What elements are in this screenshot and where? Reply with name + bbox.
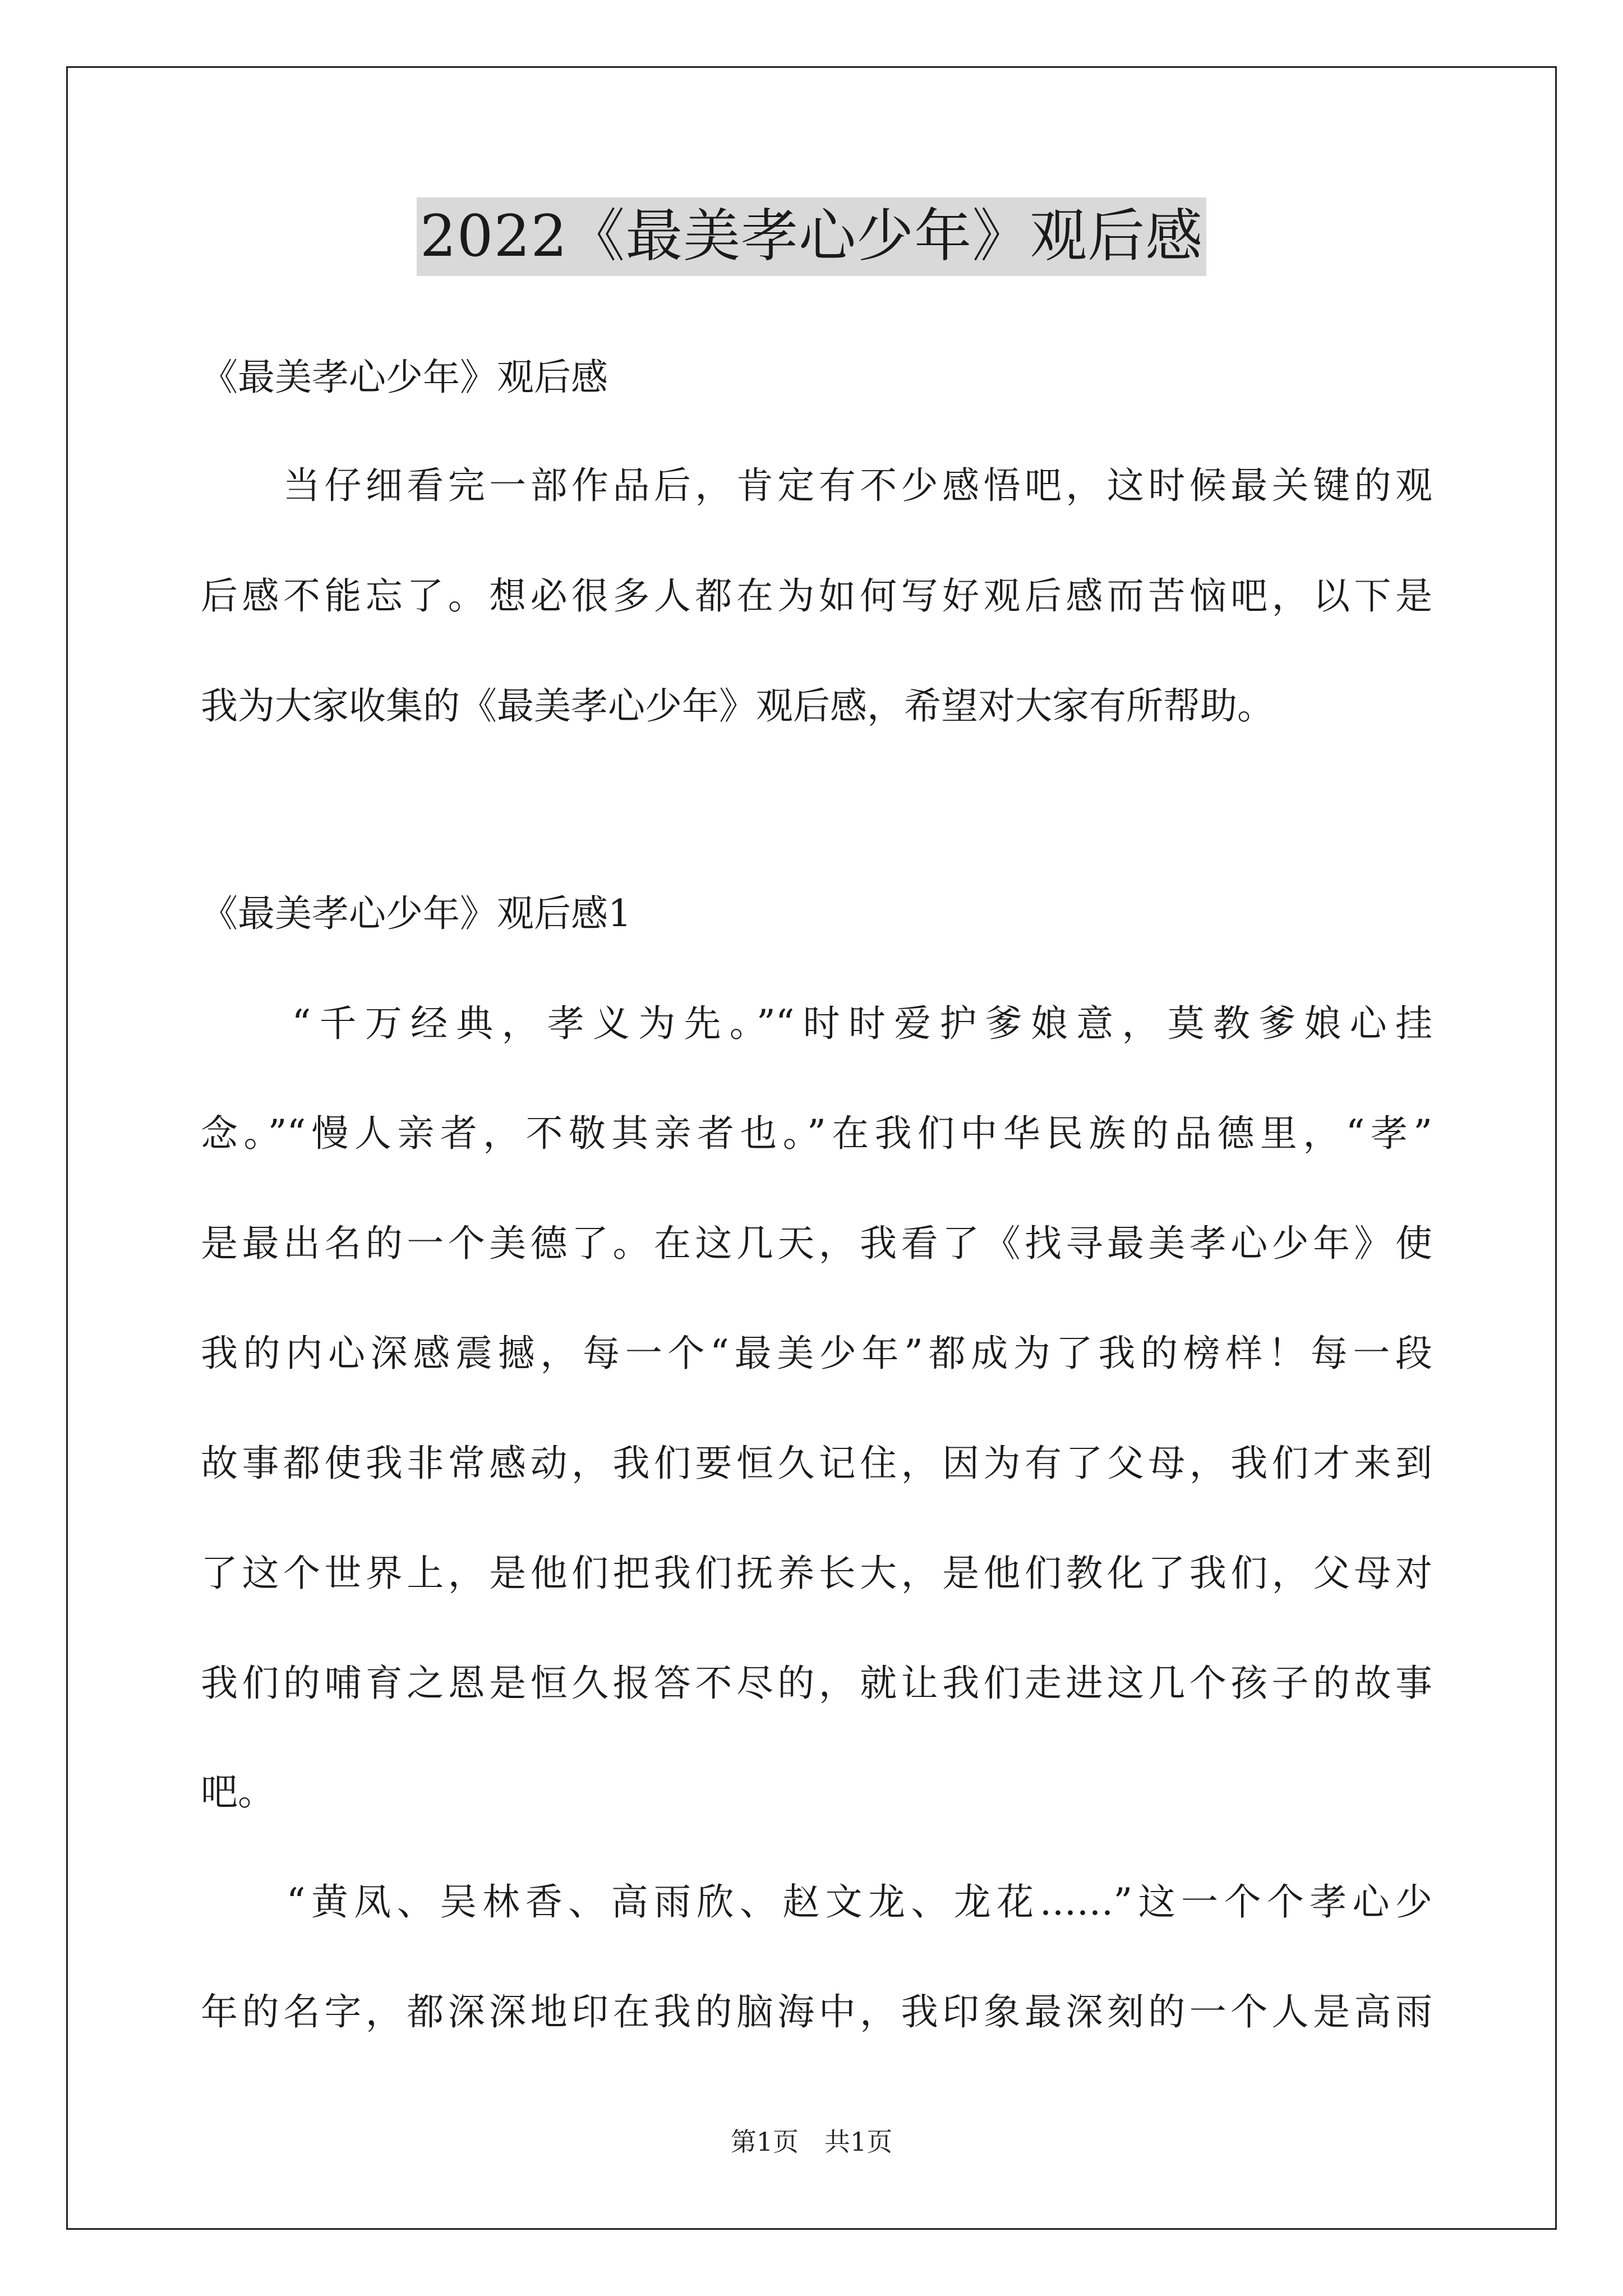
body-line-9: “黄凤、吴林香、高雨欣、赵文龙、龙花……”这一个个孝心少 — [201, 1880, 1432, 1924]
intro-line-3: 我为大家收集的《最美孝心少年》观后感，希望对大家有所帮助。 — [201, 684, 1274, 728]
intro-line-1: 当仔细看完一部作品后，肯定有不少感悟吧，这时候最关键的观 — [201, 464, 1432, 507]
intro-line-2: 后感不能忘了。想必很多人都在为如何写好观后感而苦恼吧，以下是 — [201, 574, 1432, 618]
section-heading: 《最美孝心少年》观后感1 — [201, 892, 631, 935]
title-container — [0, 197, 1623, 276]
body-line-4: 我的内心深感震撼，每一个“最美少年”都成为了我的榜样！每一段 — [201, 1332, 1432, 1375]
subtitle: 《最美孝心少年》观后感 — [201, 356, 608, 399]
body-line-5: 故事都使我非常感动，我们要恒久记住，因为有了父母，我们才来到 — [201, 1442, 1432, 1485]
body-line-3: 是最出名的一个美德了。在这几天，我看了《找寻最美孝心少年》使 — [201, 1222, 1432, 1265]
body-line-1: “千万经典，孝义为先。”“时时爱护爹娘意，莫教爹娘心挂 — [201, 1002, 1432, 1045]
body-line-6: 了这个世界上，是他们把我们抚养长大，是他们教化了我们，父母对 — [201, 1552, 1432, 1595]
body-line-8: 吧。 — [201, 1770, 275, 1814]
document-title: 2022《最美孝心少年》观后感 — [417, 197, 1207, 276]
body-line-10: 年的名字，都深深地印在我的脑海中，我印象最深刻的一个人是高雨 — [201, 1990, 1432, 2033]
body-line-7: 我们的哺育之恩是恒久报答不尽的，就让我们走进这几个孩子的故事 — [201, 1662, 1432, 1705]
page-footer: 第1页 共1页 — [730, 2127, 893, 2157]
body-line-2: 念。”“慢人亲者，不敬其亲者也。”在我们中华民族的品德里，“孝” — [201, 1112, 1432, 1155]
